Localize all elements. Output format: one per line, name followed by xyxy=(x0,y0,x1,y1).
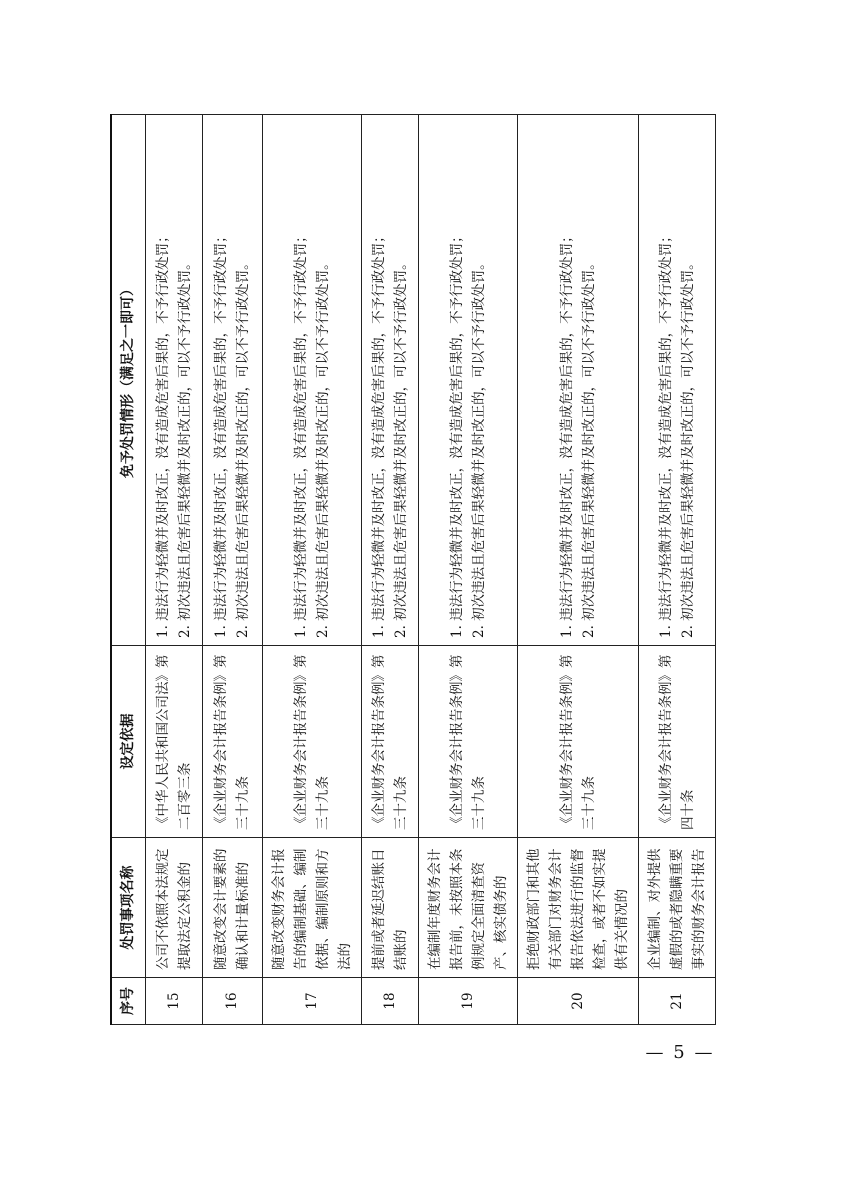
table-header-row xyxy=(111,115,145,1025)
row-seq: 16 xyxy=(202,978,262,1025)
row-name: 随意改变会计要素的确认和计量标准的 xyxy=(202,838,262,978)
row-seq: 19 xyxy=(418,978,517,1025)
exempt-condition-2: 2. 初次违法且危害后果轻微并及时改正的，可以不予行政处罚。 xyxy=(392,256,409,638)
rotated-table-container xyxy=(110,115,707,1025)
table-row xyxy=(262,115,361,1025)
table-row xyxy=(361,115,418,1025)
row-name: 公司不依照本法规定提取法定公积金的 xyxy=(145,838,202,978)
header-name: 处罚事项名称 xyxy=(111,838,145,978)
row-name: 在编制年度财务会计报告前，未按照本条例规定全面清查资产、核实债务的 xyxy=(418,838,517,978)
header-seq: 序号 xyxy=(111,978,145,1025)
exempt-condition-1: 1. 违法行为轻微并及时改正，没有造成危害后果的，不予行政处罚； xyxy=(370,229,387,638)
rotated-table-frame xyxy=(110,115,707,1025)
row-seq: 17 xyxy=(262,978,361,1025)
table-row xyxy=(202,115,262,1025)
row-basis: 《企业财务会计报告条例》第三十九条 xyxy=(361,646,418,838)
exempt-condition-1: 1. 违法行为轻微并及时改正，没有造成危害后果的，不予行政处罚； xyxy=(213,229,229,638)
row-exempt xyxy=(262,115,361,646)
exempt-condition-1: 1. 违法行为轻微并及时改正，没有造成危害后果的，不予行政处罚； xyxy=(657,229,674,638)
row-seq: 15 xyxy=(145,978,202,1025)
row-basis: 《企业财务会计报告条例》第三十九条 xyxy=(262,646,361,838)
table-row xyxy=(638,115,715,1025)
row-name: 提前或者延迟结账日结账的 xyxy=(361,838,418,978)
exempt-condition-1: 1. 违法行为轻微并及时改正，没有造成危害后果的，不予行政处罚； xyxy=(154,229,171,638)
row-name: 拒绝财政部门和其他有关部门对财务会计报告依法进行的监督检查，或者不如实提供有关情况的 xyxy=(517,838,638,978)
row-seq: 18 xyxy=(361,978,418,1025)
header-exempt: 免予处罚情形（满足之一即可） xyxy=(111,115,145,646)
row-exempt xyxy=(638,115,715,646)
row-seq: 21 xyxy=(638,978,715,1025)
row-name: 企业编制、对外提供虚假的或者隐瞒重要事实的财务会计报告 xyxy=(638,838,715,978)
exempt-condition-2: 2. 初次违法且危害后果轻微并及时改正的，可以不予行政处罚。 xyxy=(235,256,251,638)
row-name: 随意改变财务会计报告的编制基础、编制依据、编制原则和方法的 xyxy=(262,838,361,978)
page-number: — 5 — xyxy=(645,1042,715,1063)
row-basis: 《企业财务会计报告条例》第三十九条 xyxy=(418,646,517,838)
exempt-condition-2: 2. 初次违法且危害后果轻微并及时改正的，可以不予行政处罚。 xyxy=(679,256,696,638)
penalty-exemption-table xyxy=(110,114,716,1025)
exempt-condition-1: 1. 违法行为轻微并及时改正，没有造成危害后果的，不予行政处罚； xyxy=(292,229,309,638)
exempt-condition-2: 2. 初次违法且危害后果轻微并及时改正的，可以不予行政处罚。 xyxy=(314,256,331,638)
header-basis: 设定依据 xyxy=(111,646,145,838)
exempt-condition-2: 2. 初次违法且危害后果轻微并及时改正的，可以不予行政处罚。 xyxy=(580,256,597,638)
exempt-condition-2: 2. 初次违法且危害后果轻微并及时改正的，可以不予行政处罚。 xyxy=(176,256,193,638)
exempt-condition-1: 1. 违法行为轻微并及时改正，没有造成危害后果的，不予行政处罚； xyxy=(448,229,465,638)
table-row xyxy=(418,115,517,1025)
row-basis: 《企业财务会计报告条例》第三十九条 xyxy=(202,646,262,838)
exempt-condition-2: 2. 初次违法且危害后果轻微并及时改正的，可以不予行政处罚。 xyxy=(470,256,487,638)
row-exempt xyxy=(202,115,262,646)
row-basis: 《企业财务会计报告条例》第四十条 xyxy=(638,646,715,838)
row-basis: 《中华人民共和国公司法》第二百零三条 xyxy=(145,646,202,838)
row-exempt xyxy=(517,115,638,646)
row-basis: 《企业财务会计报告条例》第三十九条 xyxy=(517,646,638,838)
exempt-condition-1: 1. 违法行为轻微并及时改正，没有造成危害后果的，不予行政处罚； xyxy=(558,229,575,638)
row-seq: 20 xyxy=(517,978,638,1025)
table-row xyxy=(145,115,202,1025)
table-row xyxy=(517,115,638,1025)
row-exempt xyxy=(145,115,202,646)
row-exempt xyxy=(361,115,418,646)
row-exempt xyxy=(418,115,517,646)
